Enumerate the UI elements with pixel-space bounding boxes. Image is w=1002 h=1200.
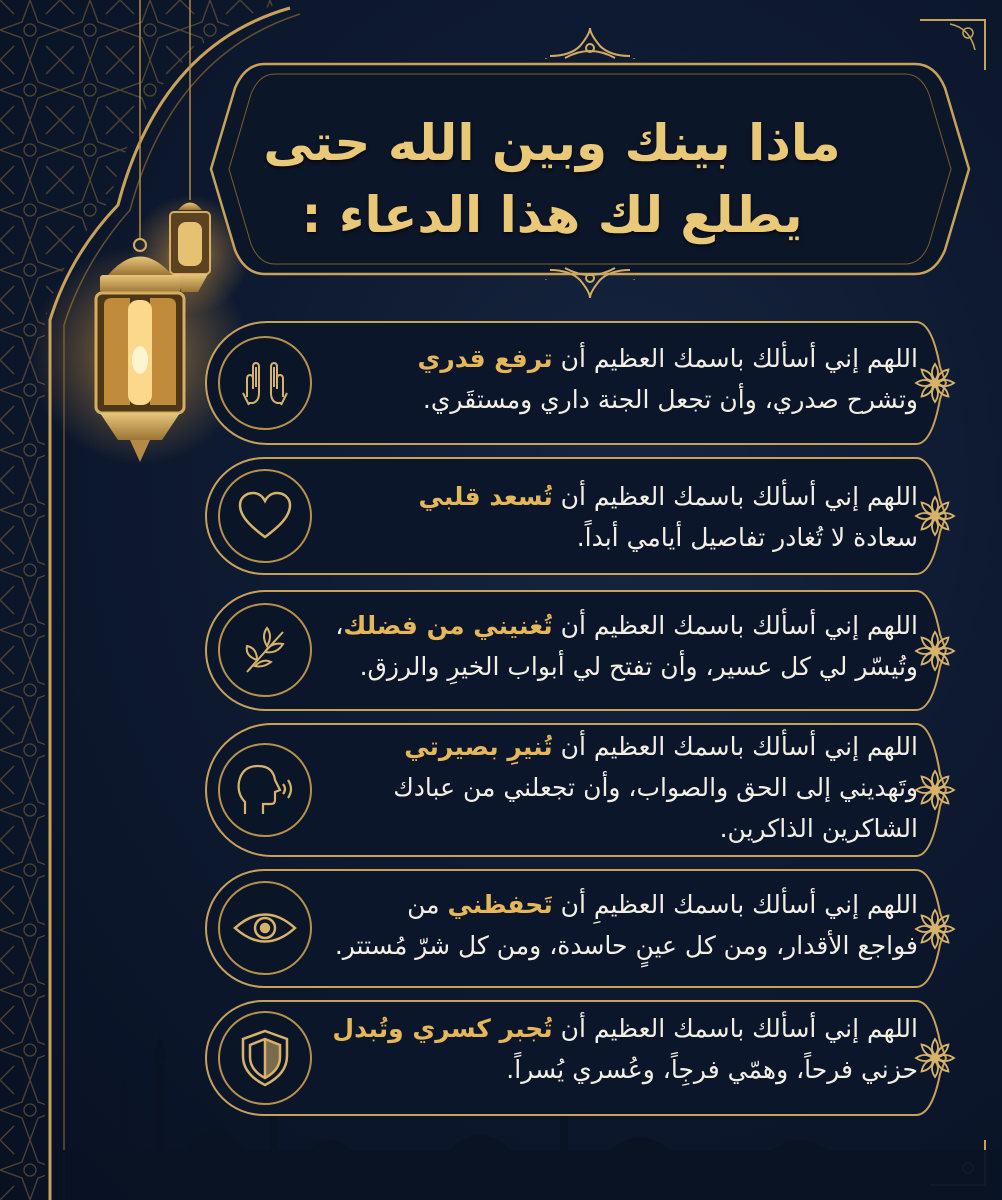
- flower-ornament-icon: [912, 628, 958, 674]
- prayer-card: [204, 868, 956, 989]
- prayer-line-2: وتَهديني إلى الحق والصواب، وأن تجعلني من عبادك: [393, 773, 918, 802]
- prayer-text: [322, 476, 918, 558]
- prayer-line-1: [322, 884, 918, 925]
- prayer-line-1: [322, 476, 918, 517]
- prayer-card: [204, 722, 956, 858]
- prayer-highlight: تُجبر كسري وتُبدل: [332, 1014, 553, 1043]
- prayer-line-3: الشاكرين الذاكرين.: [719, 814, 918, 843]
- prayer-highlight: تُغنيني من فضلك: [343, 611, 553, 640]
- prayer-icon-circle: [218, 743, 312, 837]
- prayer-intro: اللهم إني أسألك باسمك العظيم أن: [552, 482, 918, 511]
- prayer-highlight: ترفع قدري: [417, 344, 553, 373]
- prayer-text: [322, 1008, 918, 1090]
- prayer-tail: ،: [335, 611, 344, 640]
- prayer-intro: اللهم إني أسألك باسمك العظيم أن: [552, 732, 918, 761]
- title-line-1: ماذا بينك وبين الله حتى: [263, 114, 841, 172]
- flower-ornament-icon: [912, 360, 958, 406]
- prayer-icon-circle: [218, 469, 312, 563]
- prayer-line-1: [322, 605, 918, 646]
- prayer-line-2: وتشرح صدري، وأن تجعل الجنة داري ومستقَري.: [422, 385, 918, 414]
- title-top-ornament: [545, 26, 635, 62]
- flower-ornament-icon: [912, 493, 958, 539]
- prayer-text: [322, 726, 918, 849]
- prayer-text: [322, 338, 918, 420]
- prayer-line-2: فواجع الأقدار، ومن كل عينٍ حاسدة، ومن كل شرّ مُستتر.: [334, 931, 918, 960]
- prayer-text: [322, 884, 918, 966]
- prayer-highlight: تُنيرِ بصيرتي: [404, 732, 553, 761]
- prayer-card: [204, 456, 956, 576]
- prayer-line-1: [322, 1008, 918, 1049]
- prayer-card: [204, 999, 956, 1117]
- prayer-intro: اللهم إني أسألك باسمك العظيم أن: [552, 344, 918, 373]
- prayer-line-2: حزني فرحاً، وهمّي فرجِاً، وعُسري يُسراً.: [506, 1055, 918, 1084]
- prayer-icon-circle: [218, 1011, 312, 1105]
- title-line-2: يطلع لك هذا الدعاء :: [301, 186, 803, 244]
- prayer-card: [204, 320, 956, 446]
- prayer-line-2: سعادة لا تُغادر تفاصيل أيامي أبداً.: [576, 523, 918, 552]
- prayer-intro: اللهم إني أسألك باسمك العظيم أن: [552, 1014, 918, 1043]
- prayer-card: [204, 589, 956, 712]
- flower-ornament-icon: [912, 1035, 958, 1081]
- prayer-highlight: تَحفظني: [447, 890, 553, 919]
- prayer-line-1: [322, 726, 918, 767]
- prayer-highlight: تُسعد قلبي: [418, 482, 553, 511]
- prayer-tail: من: [407, 890, 448, 919]
- prayer-icon-circle: [218, 336, 312, 430]
- prayer-text: [322, 605, 918, 687]
- prayer-line-1: [322, 338, 918, 379]
- prayer-intro: اللهم إني أسألك باسمك العظيم أن: [552, 611, 918, 640]
- title-bottom-ornament: [545, 264, 635, 300]
- prayer-icon-circle: [218, 881, 312, 975]
- prayer-line-2: وتُيسّر لي كل عسير، وأن تفتح لي أبواب الخيرِ والرزق.: [359, 652, 918, 681]
- prayer-intro: اللهم إني أسألك باسمك العظيمِ أن: [552, 890, 918, 919]
- flower-ornament-icon: [912, 906, 958, 952]
- prayer-icon-circle: [218, 603, 312, 697]
- flower-ornament-icon: [912, 767, 958, 813]
